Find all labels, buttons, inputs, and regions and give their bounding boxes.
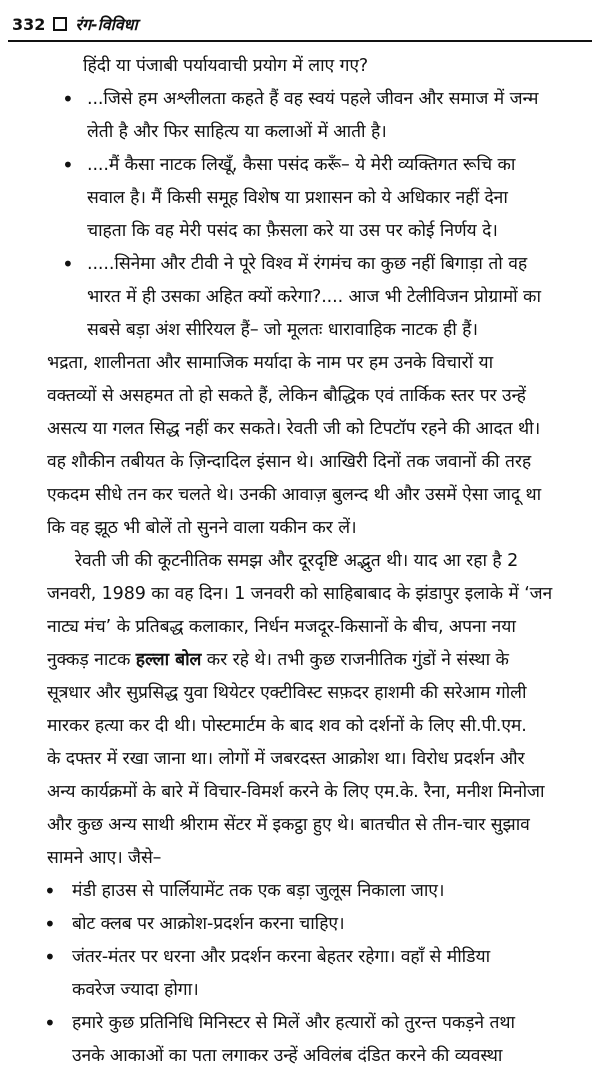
text-line: हमारे कुछ प्रतिनिधि मिनिस्टर से मिलें और हत्यारों को तुरन्त पकड़ने तथा — [72, 1013, 515, 1033]
text-line: अन्य कार्यक्रमों के बारे में विचार-विमर्श करने के लिए एम.के. रैना, मनीश मिनोजा — [47, 782, 545, 802]
text-line: ....मैं कैसा नाटक लिखूँ, कैसा पसंद करूँ– ये मेरी व्यक्तिगत रूचि का — [87, 155, 516, 175]
bullet-icon: • — [44, 1011, 56, 1035]
running-header — [12, 10, 138, 38]
text-line: कि वह झूठ भी बोलें तो सुनने वाला यकीन कर लें। — [47, 518, 357, 538]
text-line: के दफ्तर में रखा जाना था। लोगों में जबरदस्त आक्रोश था। विरोध प्रदर्शन और — [47, 749, 525, 769]
bullet-icon: • — [62, 252, 74, 276]
paragraph — [0, 347, 600, 545]
text-line: जंतर-मंतर पर धरना और प्रदर्शन करना बेहतर रहेगा। वहाँ से मीडिया — [72, 947, 491, 967]
text-line: मंडी हाउस से पार्लियामेंट तक एक बड़ा जुलूस निकाला जाए। — [72, 881, 445, 901]
text-line: कवरेज ज्यादा होगा। — [72, 980, 199, 1000]
bullet-icon: • — [44, 945, 56, 969]
bullet-icon: • — [44, 912, 56, 936]
page-number: 332 — [12, 14, 46, 34]
text-line: जनवरी, 1989 का वह दिन। 1 जनवरी को साहिबाबाद के झंडापुर इलाके में ‘जन — [47, 584, 553, 604]
header-rule — [8, 40, 592, 42]
text-line: असत्य या गलत सिद्ध नहीं कर सकते। रेवती जी को टिपटॉप रहने की आदत थी। — [47, 419, 541, 439]
text-run: कर रहे थे। तभी कुछ राजनीतिक गुंडों ने संस्था के — [201, 650, 509, 670]
suggestion-item — [0, 875, 600, 908]
text-line: ...जिसे हम अश्लीलता कहते हैं वह स्वयं पहले जीवन और समाज में जन्म — [87, 89, 539, 109]
page-body — [0, 50, 600, 1073]
text-line: सामने आए। जैसे– — [47, 848, 162, 868]
bullet-icon: • — [44, 879, 56, 903]
quote-bullet-item — [0, 149, 600, 248]
suggestion-item — [0, 908, 600, 941]
book-title: रंग-विविधा — [75, 15, 138, 34]
text-line: बोट क्लब पर आक्रोश-प्रदर्शन करना चाहिए। — [72, 914, 345, 934]
text-line: और कुछ अन्य साथी श्रीराम सेंटर में इकट्ठा हुए थे। बातचीत से तीन-चार सुझाव — [47, 815, 530, 835]
text-line: नाट्य मंच’ के प्रतिबद्ध कलाकार, निर्धन मजदूर-किसानों के बीच, अपना नया — [47, 617, 516, 637]
text-line: सूत्रधार और सुप्रसिद्ध युवा थियेटर एक्टीविस्ट सफ़दर हाशमी की सरेआम गोली — [47, 683, 527, 703]
text-line: उनके आकाओं का पता लगाकर उन्हें अविलंब दंडित करने की व्यवस्था — [72, 1046, 503, 1066]
suggestion-item — [0, 1007, 600, 1073]
text-line: भारत में ही उसका अहित क्यों करेगा?.... आज भी टेलीविजन प्रोग्रामों का — [87, 287, 541, 307]
bullet-icon: • — [62, 153, 74, 177]
text-line: भद्रता, शालीनता और सामाजिक मर्यादा के नाम पर हम उनके विचारों या — [47, 353, 494, 373]
text-line: हिंदी या पंजाबी पर्यायवाची प्रयोग में लाए गए? — [83, 56, 369, 76]
text-line: चाहता कि वह मेरी पसंद का फ़ैसला करे या उस पर कोई निर्णय दे। — [87, 221, 498, 241]
suggestion-item — [0, 941, 600, 1007]
quote-bullet-item — [0, 248, 600, 347]
text-line: सवाल है। मैं किसी समूह विशेष या प्रशासन को ये अधिकार नहीं देना — [87, 188, 508, 208]
text-line: लेती है और फिर साहित्य या कलाओं में आती है। — [87, 122, 387, 142]
text-line — [0, 644, 600, 677]
bullet-icon: • — [62, 87, 74, 111]
text-line: वह शौकीन तबीयत के ज़िन्दादिल इंसान थे। आखिरी दिनों तक जवानों की तरह — [47, 452, 532, 472]
text-line: रेवती जी की कूटनीतिक समझ और दूरदृष्टि अद्भुत थी। याद आ रहा है 2 — [75, 551, 519, 571]
paragraph — [0, 545, 600, 875]
text-run: नुक्कड़ नाटक — [47, 650, 136, 670]
square-ornament-icon — [53, 17, 67, 31]
quote-bullet-item — [0, 83, 600, 149]
text-line: .....सिनेमा और टीवी ने पूरे विश्व में रंगमंच का कुछ नहीं बिगाड़ा तो वह — [87, 254, 528, 274]
text-line: एकदम सीधे तन कर चलते थे। उनकी आवाज़ बुलन्द थी और उसमें ऐसा जादू था — [47, 485, 542, 505]
text-line: सबसे बड़ा अंश सीरियल हैं– जो मूलतः धारावाहिक नाटक ही हैं। — [87, 320, 478, 340]
text-line: मारकर हत्या कर दी थी। पोस्टमार्टम के बाद शव को दर्शनों के लिए सी.पी.एम. — [47, 716, 527, 736]
text-line: वक्तव्यों से असहमत तो हो सकते हैं, लेकिन बौद्धिक एवं तार्किक स्तर पर उन्हें — [47, 386, 526, 406]
play-title: हल्ला बोल — [135, 650, 202, 670]
